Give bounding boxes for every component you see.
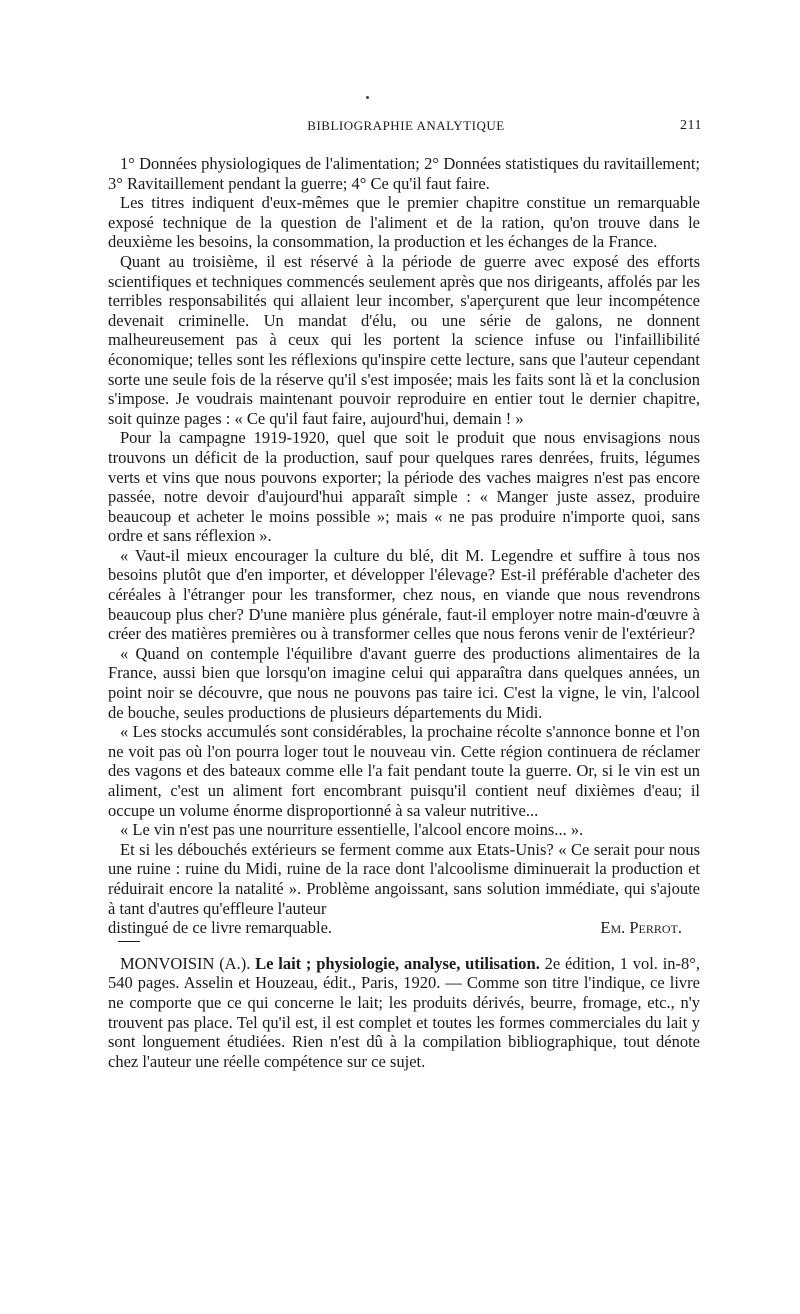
paragraph-third-chapter: Quant au troisième, il est réservé à la période de guerre avec exposé des efforts scientifiques et techniques commencés seulement après que nos dirigeants, affolés par les terribles responsabilités qui allaient leur incomber, s'aperçurent que leur incompétence devenait criminelle. Un mandat d'élu, ou une série de galons, ne donnent malheureusement pas à ceux qui les portent la science infuse ou l'infaillibilité économique; telles sont les réflexions qu'inspire cette lecture, sans que l'auteur cependant sorte une seule fois de la réserve qu'il s'est imposée; mais les faits sont là et la conclusion s'impose. Je voudrais maintenant pouvoir reproduire en entier tout le dernier chapitre, soit quinze pages : « Ce qu'il faut faire, aujourd'hui, demain ! » [108,251,700,428]
paragraph-outlets: Et si les débouchés extérieurs se ferment comme aux Etats-Unis? « Ce serait pour nous une ruine : ruine du Midi, ruine de la race dont l'alcoolisme diminuerait la production et réduirait encore la natalité ». Problème angoissant, sans solution immédiate, qui s'ajoute à tant d'autres qu'effleure l'auteur [108,839,700,918]
paragraph-campaign: Pour la campagne 1919-1920, quel que soit le produit que nous envisagions nous trouvons un déficit de la production, sauf pour quelques rares denrées, fruits, légumes verts et vins que nous pouvons exporter; la période des vaches maigres n'est pas encore passée, notre devoir d'aujourd'hui apparaît simple : « Manger juste assez, produire beaucoup et acheter le moins possible »; mais « ne pas produire n'importe quoi, sans ordre et sans réflexion ». [108,428,700,546]
paragraph-titles: Les titres indiquent d'eux-mêmes que le premier chapitre constitue un remarquable exposé technique de la question de l'aliment et de la ration, qu'on trouve dans le deuxième les besoins, la consommation, la production et les échanges de la France. [108,193,700,252]
paragraph-quote-wine: « Le vin n'est pas une nourriture essentielle, l'alcool encore moins... ». [120,820,584,840]
review-entry [108,954,700,1072]
paragraph-chapters: 1° Données physiologiques de l'alimentation; 2° Données statistiques du ravitaillement; 3° Ravitaillement pendant la guerre; 4° Ce qu'il faut faire. [108,154,700,193]
page-header [110,118,702,138]
paragraph-quote-equilibrium: « Quand on contemple l'équilibre d'avant guerre des productions alimentaires de la France, aussi bien que lorsqu'on imagine celui qui apparaîtra dans quelques années, un point noir se découvre, que nous ne pouvons pas taire ici. C'est la vigne, le vin, l'alcool de bouche, seules productions de plusieurs départements du Midi. [108,643,700,722]
separator-rule [118,941,140,942]
review-author: MONVOISIN (A.). [120,953,251,973]
review-book-title: Le lait ; physiologie, analyse, utilisation. [255,953,540,973]
running-title: BIBLIOGRAPHIE ANALYTIQUE [307,118,505,133]
page-number: 211 [680,118,702,133]
body-text [108,154,700,1071]
review-text: 2e édition, 1 vol. in-8°, 540 pages. Asselin et Houzeau, édit., Paris, 1920. — Comme son titre l'indique, ce livre ne comporte que ce qui concerne le lait; les produits dérivés, beurre, fromage, etc., n'y trouvent pas place. Tel qu'il est, il est complet et toutes les formes commerciales du lait y sont longuement étudiées. Rien n'est dû à la compilation bibliographique, tout dénote chez l'auteur une réelle compétence sur ce sujet. [108,953,701,1071]
paragraph-quote-stocks: « Les stocks accumulés sont considérables, la prochaine récolte s'annonce bonne et l'on ne voit pas où l'on pourra loger tout le nouveau vin. Cette région continuera de réclamer des vagons et des bateaux comme elle l'a fait pendant toute la guerre. Or, si le vin est un aliment, c'est un aliment fort encombrant puisqu'il contient neuf dixièmes d'eau; il occupe un volume énorme disproportionné à sa valeur nutritive... [108,722,700,820]
closing-line [108,918,700,938]
print-speck [366,96,369,99]
closing-text: distingué de ce livre remarquable. [108,918,333,938]
paragraph-quote-legendre: « Vaut-il mieux encourager la culture du blé, dit M. Legendre et suffire à tous nos besoins plutôt que d'en importer, et développer l'élevage? Est-il préférable d'acheter des céréales à l'étranger pour les transformer, chez nous, en viande que nous revendrons beaucoup plus cher? D'une manière plus générale, faut-il employer notre main-d'œuvre à créer des matières premières ou à transformer celles que nous ferons venir de l'extérieur? [108,545,700,644]
signature: Em. Perrot. [600,918,682,938]
